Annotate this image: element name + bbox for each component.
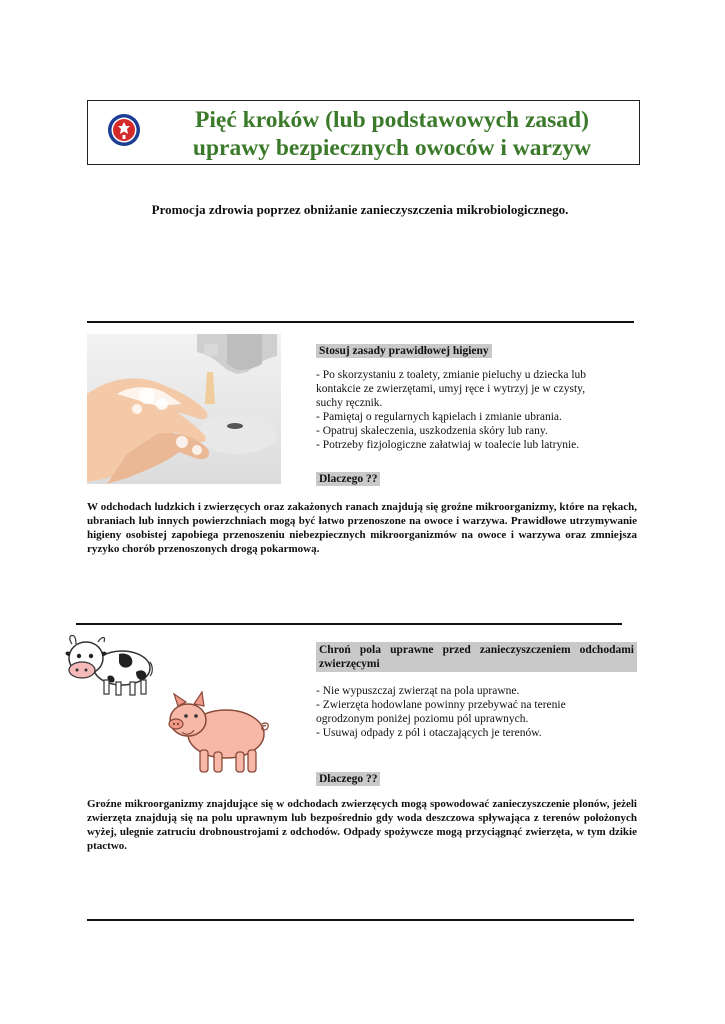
subtitle: Promocja zdrowia poprzez obniżanie zanieczyszczenia mikrobiologicznego. — [151, 202, 569, 217]
section2-bullet-list — [316, 684, 612, 740]
pig-icon — [164, 688, 274, 778]
handwashing-photo-icon — [87, 334, 281, 484]
section2-why-label: Dlaczego ?? — [316, 772, 380, 786]
title-line-1: Pięć kroków (lub podstawowych zasad) — [195, 107, 589, 133]
section1-heading: Stosuj zasady prawidłowej higieny — [316, 344, 492, 358]
list-item: - Usuwaj odpady z pól i otaczających je terenów. — [316, 727, 542, 739]
section2-paragraph: Groźne mikroorganizmy znajdujące się w odchodach zwierzęcych mogą spowodować zanieczyszczenie plonów, jeżeli zwierzęta znajdują się na polu uprawnym lub bezpośrednio gdy woda deszczowa spływająca z terenów położonych wyżej, ulegnie zatruciu drobnoustrojami z odchodów. Odpady spożywcze mogą przyciągnąć zwierzęta, w tym dzikie ptactwo. — [87, 798, 637, 852]
divider-bottom — [87, 919, 634, 921]
list-item: - Nie wypuszczaj zwierząt na pola uprawne. — [316, 685, 520, 697]
cow-icon — [64, 628, 154, 698]
divider-middle — [76, 623, 622, 625]
list-item: - Pamiętaj o regularnych kąpielach i zmianie ubrania. — [316, 411, 562, 423]
list-item: - Potrzeby fizjologiczne załatwiaj w toalecie lub latrynie. — [316, 439, 580, 451]
title-line-2: uprawy bezpiecznych owoców i warzyw — [192, 135, 592, 161]
list-item: - Po skorzystaniu z toalety, zmianie pieluchy u dziecka lub kontakcie ze zwierzętami, umyj ręce i wytrzyj je w czysty, suchy ręcznik. — [316, 369, 587, 409]
section1-paragraph: W odchodach ludzkich i zwierzęcych oraz zakażonych ranach znajdują się groźne mikroorganizmy, które na rękach, ubraniach lub innych powierzchniach mogą być łatwo przenoszone na owoce i warzywa. Prawidłowe utrzymywanie higieny osobistej zapobiega przenoszeniu niebezpiecznych mikroorganizmów na owoce i warzywa oraz zmniejsza ryzyko chorób przenoszonych drogą pokarmową. — [87, 501, 637, 555]
list-item: - Opatruj skaleczenia, uszkodzenia skóry lub rany. — [316, 425, 548, 437]
page-title — [152, 106, 632, 162]
list-item: - Zwierzęta hodowlane powinny przebywać na terenie ogrodzonym poniżej poziomu pól uprawnych. — [316, 699, 566, 725]
section1-bullet-list — [316, 368, 612, 452]
section1-why-label: Dlaczego ?? — [316, 472, 380, 486]
divider-top — [87, 321, 634, 323]
sanitary-inspection-emblem-icon — [107, 113, 141, 147]
section2-heading: Chroń pola uprawne przed zanieczyszczeniem odchodami zwierzęcymi — [316, 642, 637, 672]
